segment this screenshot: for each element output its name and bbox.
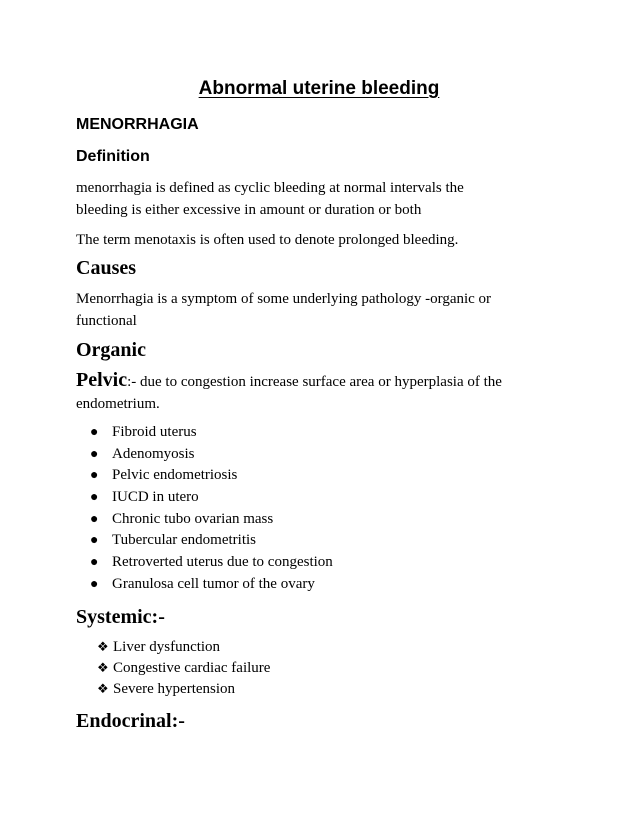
pelvic-text: :- due to congestion increase surface area or hyperplasia of the [127, 374, 502, 390]
organic-heading: Organic [76, 339, 146, 361]
list-item [90, 574, 333, 596]
bullet-icon: ● [90, 555, 99, 571]
bullet-icon: ❖ [97, 681, 109, 696]
causes-line-1: Menorrhagia is a symptom of some underlying pathology -organic or [76, 291, 492, 307]
definition-line-1: menorrhagia is defined as cyclic bleeding at normal intervals the [76, 180, 464, 196]
definition-line-2: bleeding is either excessive in amount or duration or both [76, 202, 422, 218]
bullet-icon: ● [90, 511, 99, 527]
list-item-text: Adenomyosis [112, 445, 195, 462]
list-item [90, 530, 333, 552]
list-item-text: Granulosa cell tumor of the ovary [112, 575, 315, 592]
pelvic-line-1 [76, 369, 551, 393]
section-heading: MENORRHAGIA [76, 116, 199, 133]
list-item [90, 487, 333, 509]
list-item [97, 657, 270, 678]
list-item-text: Pelvic endometriosis [112, 467, 238, 484]
bullet-icon: ● [90, 576, 99, 592]
bullet-icon: ● [90, 446, 99, 462]
document-title: Abnormal uterine bleeding [198, 78, 440, 99]
list-item [90, 444, 333, 466]
pelvic-line-2: endometrium. [76, 396, 160, 412]
list-item-text: Severe hypertension [113, 681, 236, 697]
bullet-icon: ● [90, 425, 99, 440]
bullet-icon: ● [90, 490, 99, 506]
menotaxis-paragraph: The term menotaxis is often used to denote prolonged bleeding. [76, 232, 459, 248]
list-item-text: Chronic tubo ovarian mass [112, 510, 274, 527]
list-item [90, 509, 333, 531]
causes-paragraph [76, 288, 551, 332]
list-item [97, 678, 270, 699]
causes-line-2: functional [76, 313, 137, 329]
list-item [90, 465, 333, 487]
definition-heading: Definition [76, 148, 150, 165]
list-item-text: Fibroid uterus [112, 424, 197, 440]
pelvic-paragraph [76, 369, 551, 415]
causes-heading: Causes [76, 257, 137, 279]
list-item-text: Liver dysfunction [113, 639, 221, 655]
list-item-text: Retroverted uterus due to congestion [112, 554, 333, 571]
list-item [90, 552, 333, 574]
definition-paragraph [76, 177, 551, 221]
bullet-icon: ❖ [97, 660, 109, 675]
list-item-text: IUCD in utero [112, 489, 199, 506]
systemic-heading: Systemic:- [76, 606, 165, 628]
list-item-text: Congestive cardiac failure [113, 660, 271, 676]
bullet-icon: ● [90, 468, 99, 484]
list-item [97, 636, 270, 657]
list-item-text: Tubercular endometritis [112, 532, 257, 549]
list-item [90, 422, 333, 444]
endocrinal-heading: Endocrinal:- [76, 710, 185, 732]
pelvic-causes-list [90, 422, 333, 596]
bullet-icon: ❖ [97, 639, 109, 654]
systemic-causes-list [97, 636, 270, 699]
bullet-icon: ● [90, 533, 99, 549]
pelvic-label: Pelvic [76, 369, 128, 391]
